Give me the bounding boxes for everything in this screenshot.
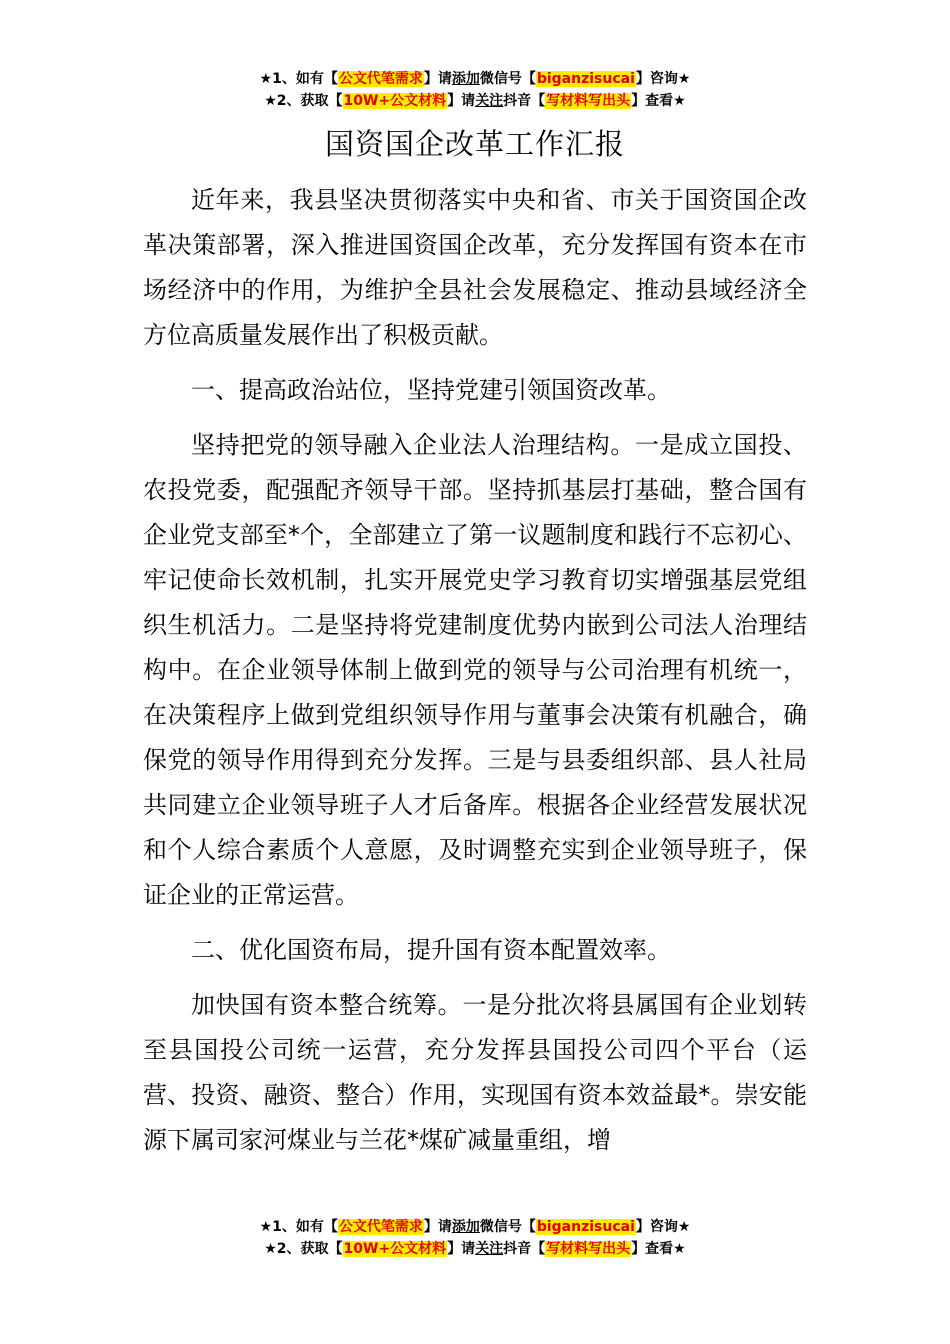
banner-underline: 添加: [451, 1219, 480, 1235]
banner-text: 微信号【: [479, 1219, 536, 1235]
banner-text: 】请: [447, 1241, 476, 1257]
document-title: 国资国企改革工作汇报: [324, 127, 625, 161]
section-heading-1: 一、提高政治站位，坚持党建引领国资改革。: [191, 376, 671, 404]
banner-line-2: [0, 90, 950, 112]
banner-text: ★2、获取【: [264, 1241, 343, 1257]
banner-text: 微信号【: [479, 71, 536, 87]
banner-highlight: 写材料写出头: [546, 1241, 631, 1257]
banner-text: ★1、如有【: [259, 1219, 338, 1235]
header-banner: [0, 68, 950, 112]
document-body: [143, 178, 807, 1173]
banner-highlight: 写材料写出头: [546, 93, 631, 109]
banner-text: 】请: [447, 93, 476, 109]
paragraph-capital-integration: 加快国有资本整合统筹。一是分批次将县属国有企业划转至县国投公司统一运营，充分发挥县国投公司四个平台（运营、投资、融资、整合）作用，实现国有资本效益最*。崇安能源下属司家河煤业与兰花*煤矿减量重组，增: [143, 991, 807, 1154]
paragraph-intro: 近年来，我县坚决贯彻落实中央和省、市关于国资国企改革决策部署，深入推进国资国企改革，充分发挥国有资本在市场经济中的作用，为维护全县社会发展稳定、推动县域经济全方位高质量发展作出了积极贡献。: [143, 186, 807, 349]
banner-highlight: 公文代笔需求: [338, 1219, 423, 1235]
banner-text: 】咨询★: [635, 1219, 691, 1235]
section-heading-2: 二、优化国资布局，提升国有资本配置效率。: [191, 936, 671, 964]
banner-text: ★1、如有【: [259, 71, 338, 87]
banner-underline: 关注: [475, 93, 504, 109]
banner-text: 】查看★: [631, 93, 686, 109]
banner-underline: 关注: [475, 1241, 504, 1257]
banner-line-1: [0, 1216, 950, 1238]
banner-text: 】请: [423, 1219, 452, 1235]
paragraph-party-building: 坚持把党的领导融入企业法人治理结构。一是成立国投、农投党委，配强配齐领导干部。坚持抓基层打基础，整合国有企业党支部至*个，全部建立了第一议题制度和践行不忘初心、牢记使命长效机制，扎实开展党史学习教育切实增强基层党组织生机活力。二是坚持将党建制度优势内嵌到公司法人治理结构中。在企业领导体制上做到党的领导与公司治理有机统一，在决策程序上做到党组织领导作用与董事会决策有机融合，确保党的领导作用得到充分发挥。三是与县委组织部、县人社局共同建立企业领导班子人才后备库。根据各企业经营发展状况和个人综合素质个人意愿，及时调整充实到企业领导班子，保证企业的正常运营。: [143, 431, 807, 909]
banner-highlight: 10W+公文材料: [343, 93, 447, 109]
banner-line-2: [0, 1238, 950, 1260]
banner-highlight: 10W+公文材料: [343, 1241, 447, 1257]
banner-text: 】查看★: [631, 1241, 686, 1257]
banner-text: 抖音【: [503, 1241, 546, 1257]
banner-highlight: biganzisucai: [536, 71, 635, 87]
banner-line-1: [0, 68, 950, 90]
footer-banner: [0, 1216, 950, 1260]
banner-highlight: 公文代笔需求: [338, 71, 423, 87]
banner-highlight: biganzisucai: [536, 1219, 635, 1235]
banner-text: 抖音【: [503, 93, 546, 109]
banner-text: 】请: [423, 71, 452, 87]
banner-text: 】咨询★: [635, 71, 691, 87]
banner-text: ★2、获取【: [264, 93, 343, 109]
banner-underline: 添加: [451, 71, 480, 87]
